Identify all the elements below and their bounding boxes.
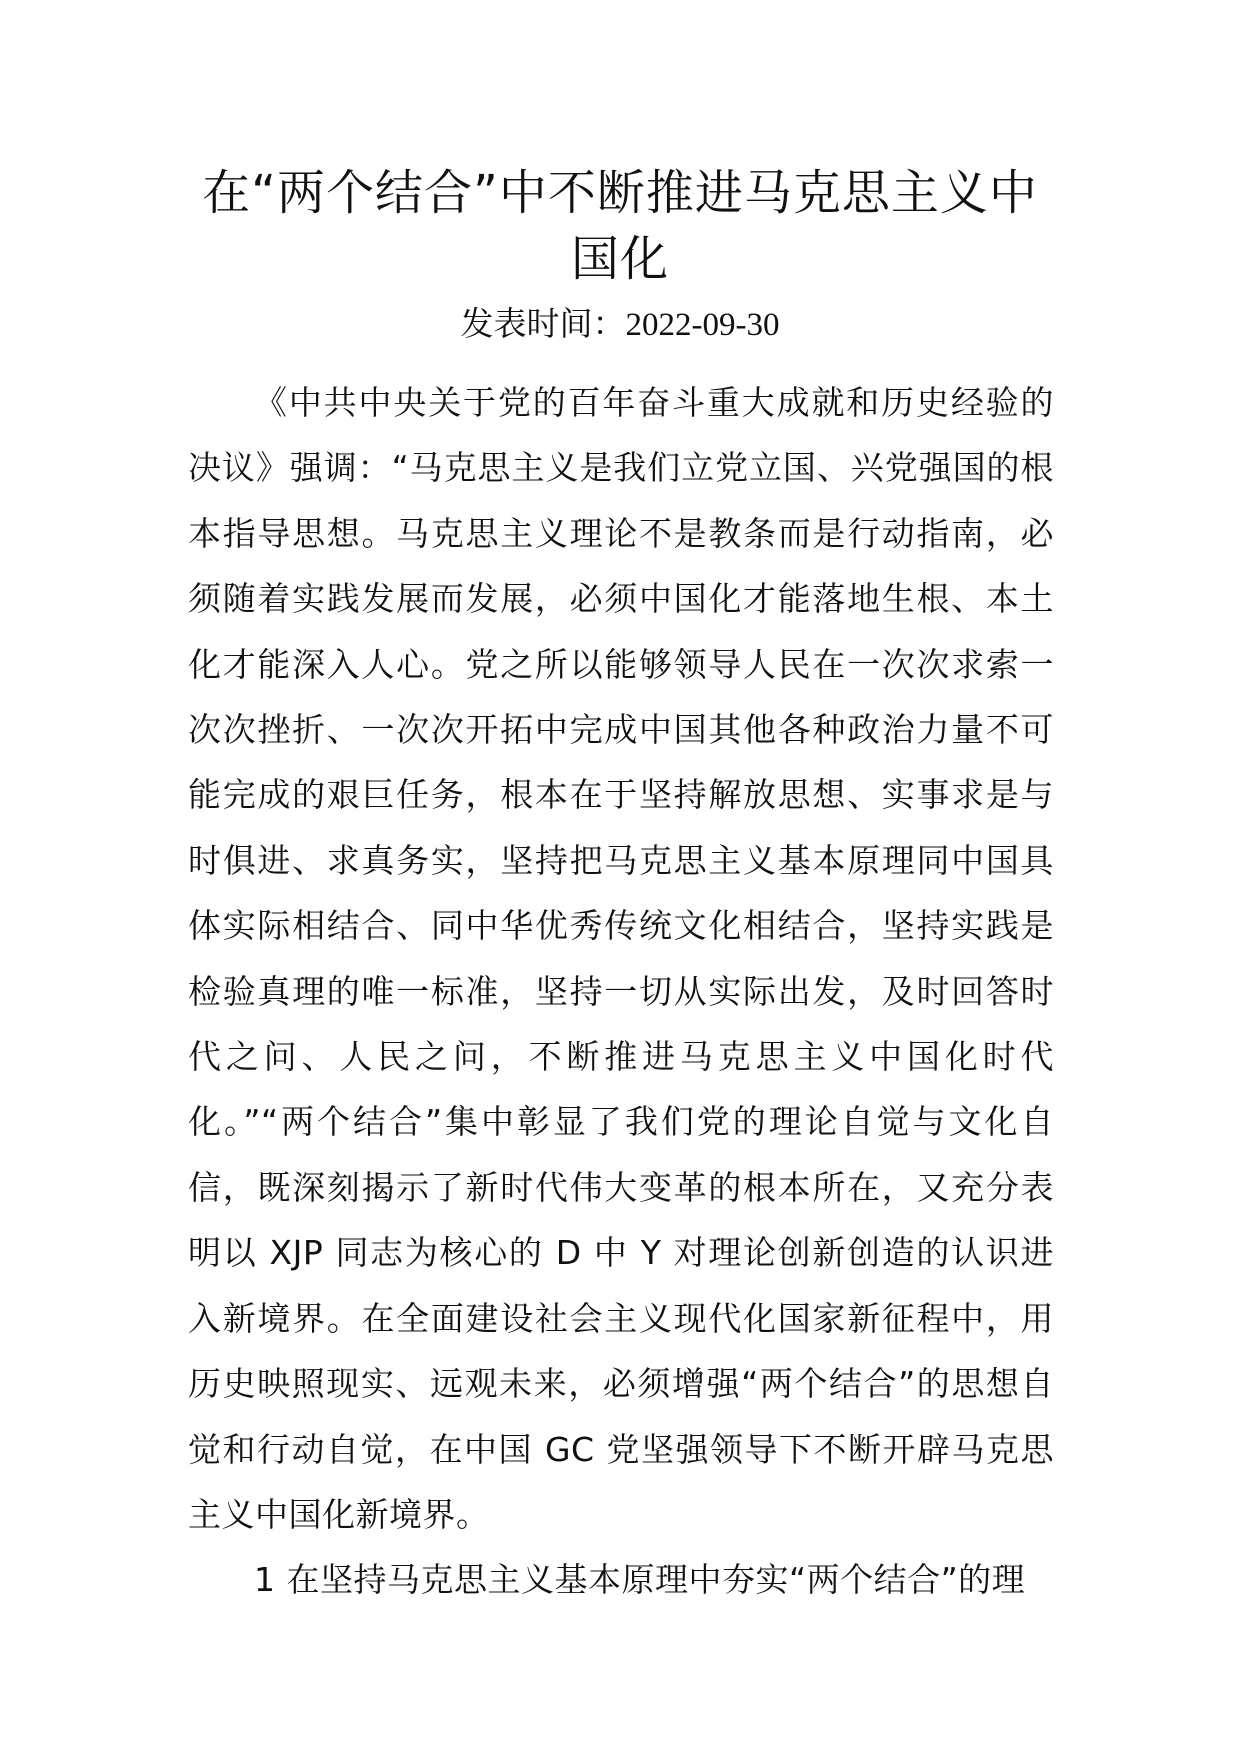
paragraph-section-1-heading: 1 在坚持马克思主义基本原理中夯实“两个结合”的理 [254, 1560, 1026, 1600]
document-title: 在“两个结合”中不断推进马克思主义中国化 [202, 165, 1038, 287]
publish-date-value: 2022-09-30 [625, 307, 780, 343]
paragraph-intro: 《中共中央关于党的百年奋斗重大成就和历史经验的决议》强调：“马克思主义是我们立党立国、兴党强国的根本指导思想。马克思主义理论不是教条而是行动指南，必须随着实践发展而发展，必须中国化才能落地生根、本土化才能深入人心。党之所以能够领导人民在一次次求索一次次挫折、一次次开拓中完成中国其他各种政治力量不可能完成的艰巨任务，根本在于坚持解放思想、实事求是与时俱进、求真务实，坚持把马克思主义基本原理同中国具体实际相结合、同中华优秀传统文化相结合，坚持实践是检验真理的唯一标准，坚持一切从实际出发，及时回答时代之问、人民之问，不断推进马克思主义中国化时代化。”“两个结合”集中彰显了我们党的理论自觉与文化自信，既深刻揭示了新时代伟大变革的根本所在，又充分表明以 XJP 同志为核心的 D 中 Y 对理论创新创造的认识进入新境界。在全面建设社会主义现代化国家新征程中，用历史映照现实、远观未来，必须增强“两个结合”的思想自觉和行动自觉，在中国 GC 党坚强领导下不断开辟马克思主义中国化新境界。 [188, 383, 1054, 1534]
document-body [188, 370, 1054, 1613]
publish-date [180, 302, 1060, 347]
publish-date-label: 发表时间： [460, 304, 626, 343]
